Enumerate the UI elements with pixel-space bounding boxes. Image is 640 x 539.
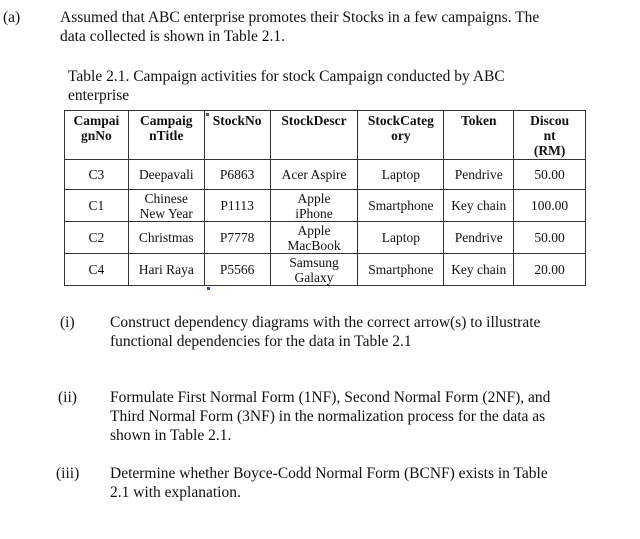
cell-line: Samsung — [289, 254, 339, 270]
scan-mark — [207, 287, 210, 290]
table-cell — [444, 160, 514, 190]
cell-line: Hari Raya — [138, 262, 194, 277]
subquestion-ii-label: (ii) — [58, 389, 77, 406]
header-token — [444, 111, 514, 160]
table-cell — [204, 222, 270, 254]
table-caption-line-2: enterprise — [68, 87, 130, 104]
table-cell — [444, 190, 514, 222]
cell-line: Apple — [297, 222, 331, 238]
table-cell — [128, 254, 204, 286]
cell-line: 50.00 — [534, 230, 565, 245]
table-cell — [358, 254, 444, 286]
cell-line: Christmas — [138, 230, 194, 245]
cell-line: Chinese — [144, 190, 189, 206]
header-line: StockDescr — [281, 113, 347, 128]
table-row — [65, 190, 586, 222]
table-header-row — [65, 111, 586, 160]
table-row — [65, 254, 586, 286]
table-cell — [270, 254, 358, 286]
header-line: StockNo — [212, 113, 262, 128]
cell-line: Deepavali — [138, 167, 194, 182]
cell-line: iPhone — [295, 205, 333, 221]
header-line: gnNo — [81, 128, 112, 143]
header-line: Campai — [73, 113, 120, 128]
cell-line: Smartphone — [368, 262, 434, 277]
question-intro-line-2: data collected is shown in Table 2.1. — [60, 28, 286, 45]
cell-line: Galaxy — [294, 269, 334, 285]
table-cell — [65, 160, 129, 190]
table-row — [65, 222, 586, 254]
table-cell — [204, 190, 270, 222]
cell-line: Laptop — [381, 167, 421, 182]
header-line: nt — [543, 128, 556, 143]
cell-line: C1 — [88, 198, 105, 213]
header-line: ory — [391, 128, 411, 143]
table-caption — [68, 67, 608, 105]
subquestion-iii-text — [110, 464, 610, 502]
subquestion-line: 2.1 with explanation. — [110, 484, 241, 501]
cell-line: P6863 — [219, 167, 255, 182]
campaign-table — [64, 110, 586, 286]
table-cell — [270, 160, 358, 190]
header-line: (RM) — [533, 143, 566, 158]
subquestion-ii-text — [110, 388, 610, 445]
subquestion-line: shown in Table 2.1. — [110, 427, 232, 444]
subquestion-line: functional dependencies for the data in Table 2.1 — [110, 333, 412, 350]
cell-line: 100.00 — [531, 198, 569, 213]
table-cell — [65, 190, 129, 222]
subquestion-iii-label: (iii) — [56, 465, 80, 482]
table-cell — [358, 160, 444, 190]
table-cell — [444, 254, 514, 286]
cell-line: 50.00 — [534, 167, 565, 182]
table-cell — [514, 160, 586, 190]
table-cell — [514, 190, 586, 222]
table-cell — [514, 222, 586, 254]
cell-line: C2 — [88, 230, 105, 245]
cell-line: P5566 — [219, 262, 255, 277]
header-stockno — [204, 111, 270, 160]
question-label: (a) — [3, 9, 21, 26]
cell-line: Key chain — [451, 198, 507, 213]
subquestion-i-label: (i) — [60, 314, 75, 331]
cell-line: P1113 — [220, 198, 254, 213]
table-cell — [444, 222, 514, 254]
table-cell — [65, 254, 129, 286]
cell-line: Acer Aspire — [281, 167, 347, 182]
question-intro — [60, 8, 620, 46]
cell-line: Smartphone — [368, 198, 434, 213]
cell-line: P7778 — [219, 230, 255, 245]
question-intro-line-1: Assumed that ABC enterprise promotes their Stocks in a few campaigns. The — [60, 9, 540, 26]
cell-line: Key chain — [451, 262, 507, 277]
table-cell — [358, 190, 444, 222]
cell-line: Laptop — [381, 230, 421, 245]
table-cell — [270, 190, 358, 222]
table-cell — [128, 222, 204, 254]
cell-line: MacBook — [287, 237, 341, 253]
subquestion-line: Construct dependency diagrams with the correct arrow(s) to illustrate — [110, 314, 541, 331]
cell-line: Apple — [297, 190, 331, 206]
table-cell — [204, 160, 270, 190]
header-campaigntitle — [128, 111, 204, 160]
table-cell — [65, 222, 129, 254]
header-discount — [514, 111, 586, 160]
cell-line: C4 — [88, 262, 105, 277]
table-caption-line-1: Table 2.1. Campaign activities for stock Campaign conducted by ABC — [68, 68, 505, 85]
table-cell — [128, 160, 204, 190]
subquestion-i-text — [110, 313, 610, 351]
header-stockdescr — [270, 111, 358, 160]
subquestion-line: Formulate First Normal Form (1NF), Second Normal Form (2NF), and — [110, 389, 551, 406]
subquestion-line: Determine whether Boyce-Codd Normal Form (BCNF) exists in Table — [110, 465, 548, 482]
table-row — [65, 160, 586, 190]
header-line: Discou — [530, 113, 570, 128]
table-cell — [358, 222, 444, 254]
table-cell — [270, 222, 358, 254]
header-line: Token — [460, 113, 497, 128]
cell-line: Pendrive — [454, 167, 503, 182]
header-line: nTitle — [149, 128, 184, 143]
table-cell — [204, 254, 270, 286]
header-line: StockCateg — [367, 113, 434, 128]
table-cell — [514, 254, 586, 286]
table-cell — [128, 190, 204, 222]
subquestion-line: Third Normal Form (3NF) in the normalization process for the data as — [110, 408, 546, 425]
cell-line: 20.00 — [534, 262, 565, 277]
header-line: Campaig — [140, 113, 193, 128]
cell-line: C3 — [88, 167, 105, 182]
cell-line: Pendrive — [454, 230, 503, 245]
header-stockcategory — [358, 111, 444, 160]
cell-line: New Year — [139, 205, 193, 221]
header-campaignno — [65, 111, 129, 160]
scan-mark — [206, 113, 209, 116]
